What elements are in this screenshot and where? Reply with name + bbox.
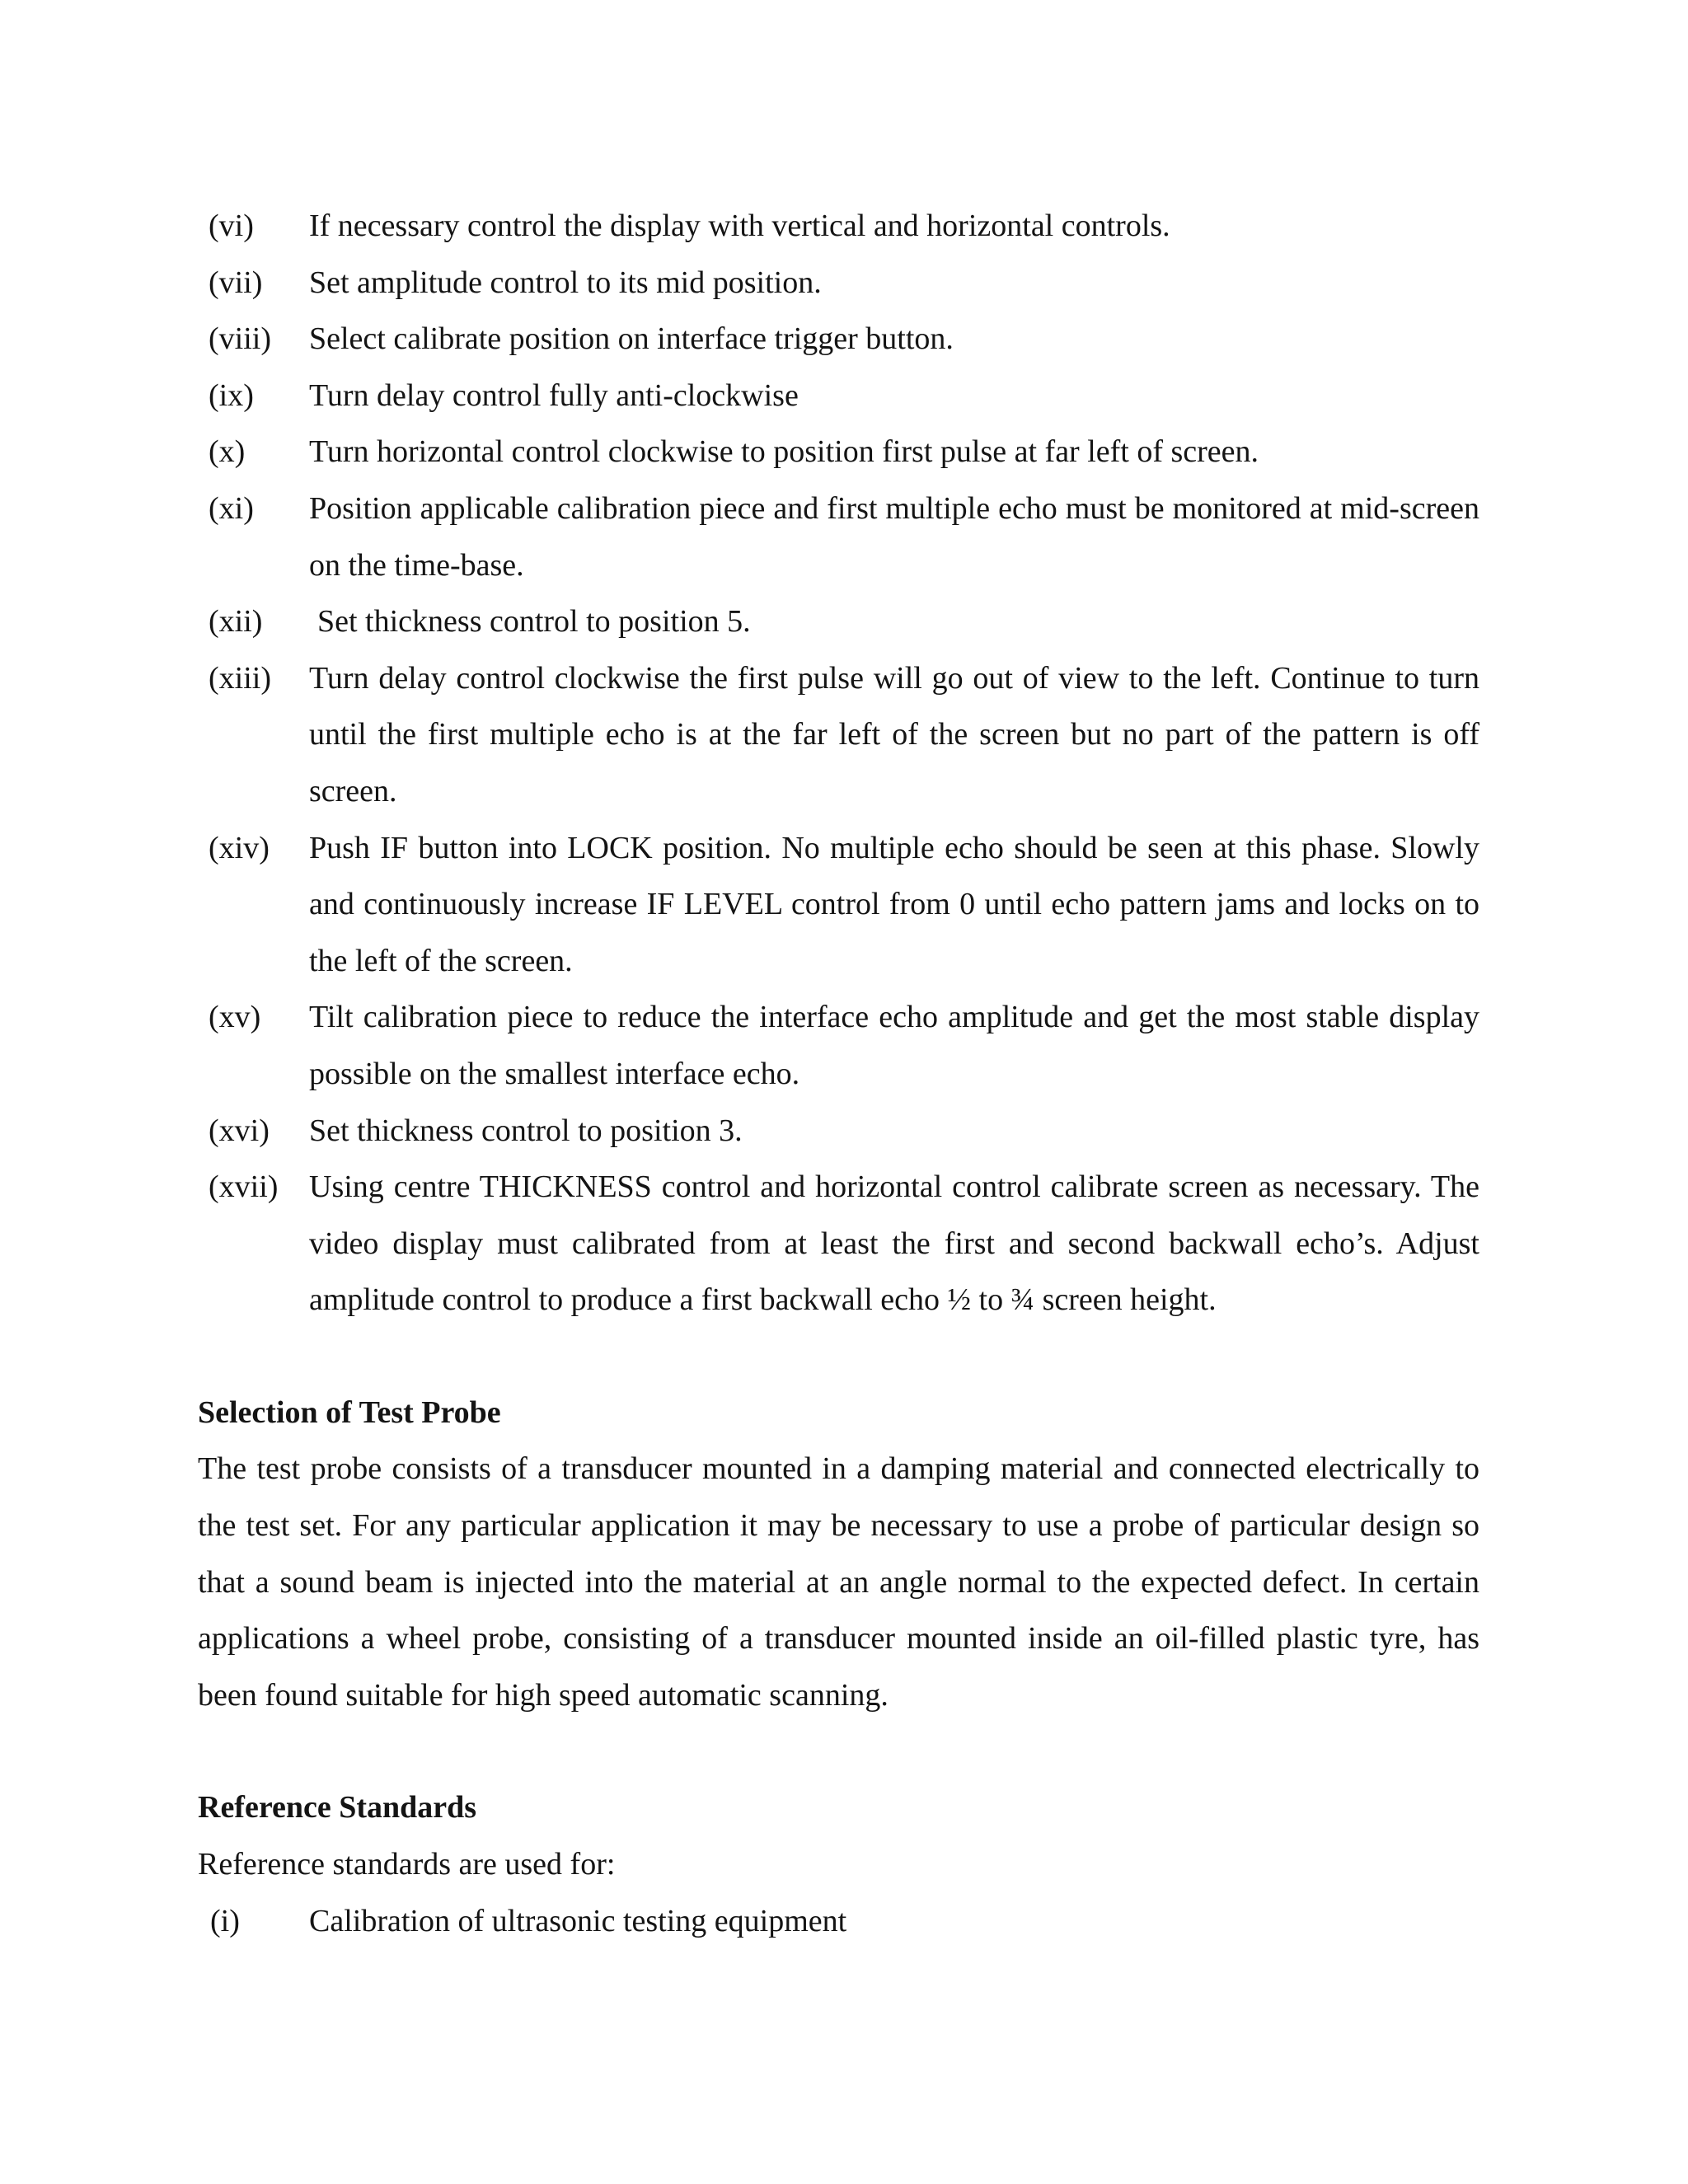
step-number: (vi) bbox=[209, 209, 254, 243]
step-number: (xiv) bbox=[209, 830, 270, 865]
step-number: (xv) bbox=[209, 1000, 261, 1035]
step-text: Set amplitude control to its mid position. bbox=[309, 265, 822, 300]
reference-item-text: Calibration of ultrasonic testing equipment bbox=[309, 1903, 847, 1938]
step-item bbox=[198, 255, 1479, 312]
step-item bbox=[198, 1159, 1479, 1329]
step-text: Turn delay control clockwise the first pulse will go out of view to the left. Continue to turn until the first multiple echo is at the far left of the screen but no part of the pattern is off screen. bbox=[309, 660, 1479, 808]
reference-standards-intro: Reference standards are used for: bbox=[198, 1847, 616, 1882]
section-heading-test-probe: Selection of Test Probe bbox=[198, 1394, 501, 1430]
step-item bbox=[198, 311, 1479, 368]
step-number: (xvii) bbox=[209, 1169, 279, 1205]
step-item bbox=[198, 650, 1479, 820]
step-item bbox=[198, 1103, 1479, 1160]
test-probe-paragraph: The test probe consists of a transducer mounted in a damping material and connected electrically to the test set. For any particular application it may be necessary to use a probe of particular design so that a sound beam is injected into the material at an angle normal to the expected defect. In certain applications a wheel probe, consisting of a transducer mounted inside an oil-filled plastic tyre, has been found suitable for high speed automatic scanning. bbox=[198, 1451, 1479, 1713]
section-heading-reference-standards: Reference Standards bbox=[198, 1790, 477, 1825]
step-text: Set thickness control to position 3. bbox=[309, 1113, 743, 1148]
step-text: Tilt calibration piece to reduce the interface echo amplitude and get the most stable display possible on the smallest interface echo. bbox=[309, 1000, 1479, 1091]
step-number: (viii) bbox=[209, 321, 271, 357]
step-text: Position applicable calibration piece and first multiple echo must be monitored at mid-screen on the time-base. bbox=[309, 490, 1479, 583]
step-number: (vii) bbox=[209, 265, 263, 300]
step-item bbox=[198, 989, 1479, 1102]
step-item bbox=[198, 424, 1479, 480]
step-item bbox=[198, 198, 1479, 255]
step-text: Using centre THICKNESS control and horizontal control calibrate screen as necessary. The video display must calibrated from at least the first and second backwall echo’s. Adjust amplitude control to produce a first backwall echo ½ to ¾ screen height. bbox=[309, 1169, 1479, 1318]
step-number: (xii) bbox=[209, 604, 263, 640]
step-number: (xiii) bbox=[209, 660, 271, 696]
reference-item-number: (i) bbox=[210, 1903, 240, 1938]
step-number: (xi) bbox=[209, 490, 254, 526]
step-item bbox=[198, 593, 1479, 650]
step-item bbox=[198, 820, 1479, 990]
step-number: (xvi) bbox=[209, 1113, 270, 1148]
step-item bbox=[198, 368, 1479, 424]
step-text: If necessary control the display with vertical and horizontal controls. bbox=[309, 209, 1170, 243]
step-number: (x) bbox=[209, 434, 246, 470]
step-text: Set thickness control to position 5. bbox=[317, 604, 751, 640]
page-content bbox=[198, 198, 1479, 1949]
step-text: Select calibrate position on interface trigger button. bbox=[309, 321, 954, 357]
reference-item bbox=[198, 1893, 1479, 1950]
step-text: Turn horizontal control clockwise to position first pulse at far left of screen. bbox=[309, 434, 1259, 470]
step-text: Push IF button into LOCK position. No multiple echo should be seen at this phase. Slowly and continuously increase IF LEVEL control from 0 until echo pattern jams and locks on to the left of the screen. bbox=[309, 830, 1479, 978]
step-item bbox=[198, 480, 1479, 593]
step-number: (ix) bbox=[209, 377, 254, 413]
step-text: Turn delay control fully anti-clockwise bbox=[309, 377, 799, 413]
